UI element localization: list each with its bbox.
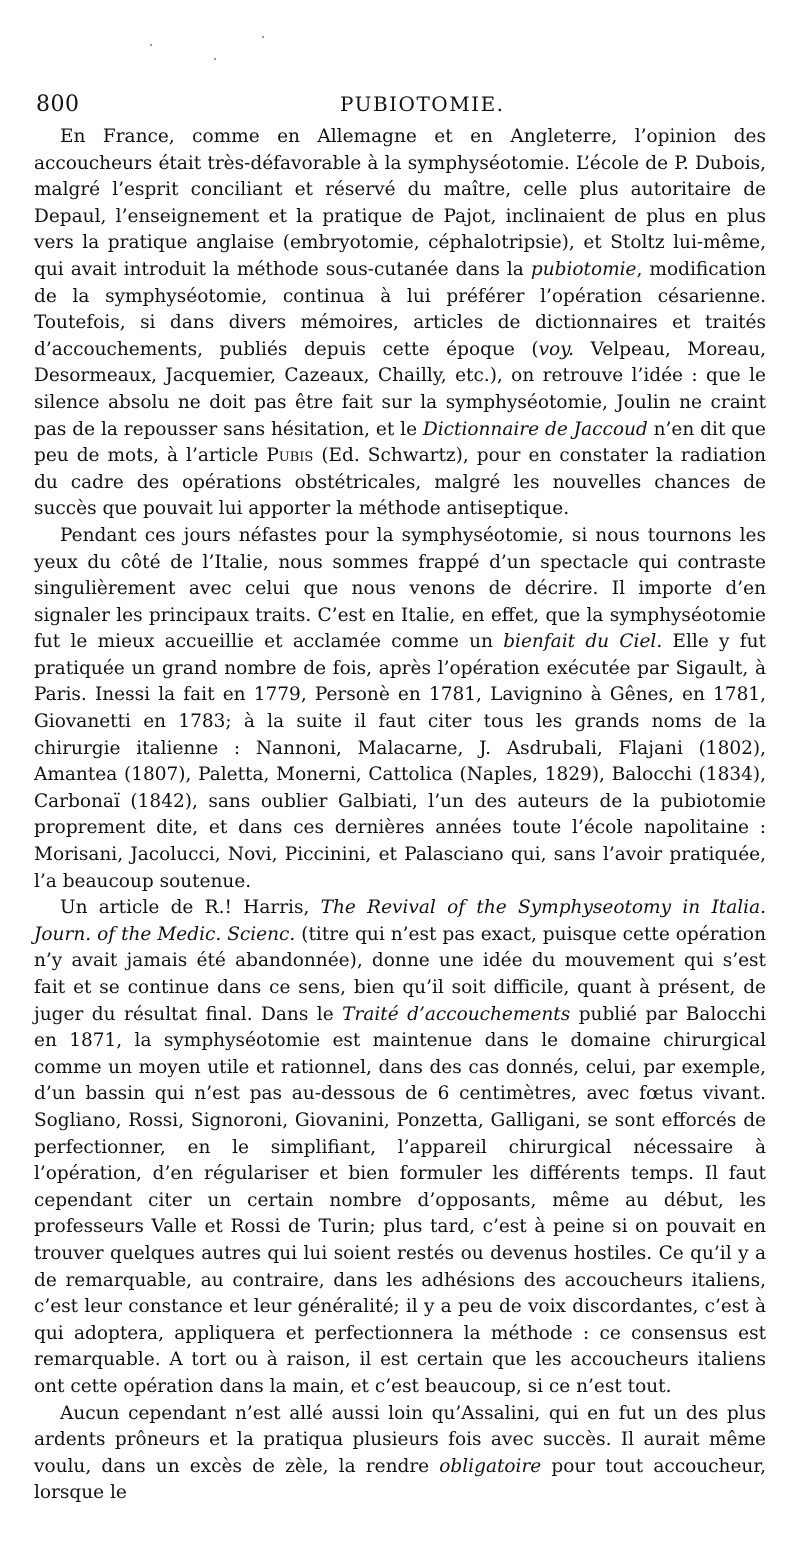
text-run: Velpeau, Moreau, Desormeaux, Jacquemier, Cazeaux, Chailly, etc.), on retrouve l’idée : que le silence absolu ne doit pas être fait sur la symphyséotomie, Joulin ne craint pas de la repousser sans hésitation, et le: [34, 338, 767, 440]
italic-text: pubiotomie: [530, 258, 637, 280]
page-number: 800: [36, 92, 80, 117]
text-run: pour tout accoucheur, lorsque le: [34, 1455, 767, 1504]
paragraph: [34, 1401, 766, 1507]
italic-text: The Revival of the Symphyseotomy in Italia. Journ. of the Medic. Scienc.: [34, 897, 767, 945]
italic-text: obligatoire: [439, 1455, 542, 1477]
body-text: [34, 124, 766, 1544]
italic-text: bienfait du Ciel: [503, 631, 657, 653]
text-run: En France, comme en Allemagne et en Angleterre, l’opinion des accoucheurs était très-défavorable à la symphyséotomie. L’école de P. Dubois, malgré l’esprit conciliant et réservé du maître, celle plus autoritaire de Depaul, l’enseignement et la pratique de Pajot, inclinaient de plus en plus vers la pratique anglaise (embryotomie, céphalotripsie), et Stoltz lui-même, qui avait introduit la méthode sous-cutanée dans la: [34, 126, 766, 280]
print-speck: [150, 44, 152, 46]
text-run: (titre qui n’est pas exact, puisque cette opération n’y avait jamais été abandonnée), donne une idée du mouvement qui s’est fait et se continue dans ce sens, bien qu’il soit difficile, quant à présent, de juger du résultat final. Dans le: [34, 923, 766, 1025]
text-run: , modification de la symphyséotomie, continua à lui préférer l’opération césarienne. Toutefois, si dans divers mémoires, articles de dictionnaires et traités d’accouchements, publiés depuis cette époque (: [34, 258, 766, 360]
paragraph: [34, 523, 766, 895]
text-run: Aucun cependant n’est allé aussi loin qu’Assalini, qui en fut un des plus ardents prôneurs et la pratiqua plusieurs fois avec succès. Il aurait même voulu, dans un excès de zèle, la rendre: [34, 1402, 766, 1477]
italic-text: Traité d’accouchements: [342, 1003, 571, 1025]
text-run: n’en dit que peu de mots, à l’article: [34, 418, 766, 467]
running-title: PUBIOTOMIE.: [340, 92, 505, 116]
print-speck: [262, 36, 264, 38]
text-run: . Elle y fut pratiquée un grand nombre de fois, après l’opération exécutée par Sigault, à Paris. Inessi la fait en 1779, Personè en 1781, Lavignino à Gênes, en 1781, Giovanetti en 1783; à la suite il faut citer tous les grands noms de la chirurgie italienne : Nannoni, Malacarne, J. Asdrubali, Flajani (1802), Amantea (1807), Paletta, Monerni, Cattolica (Naples, 1829), Balocchi (1834), Carbonaï (1842), sans oublier Galbiati, l’un des auteurs de la pubiotomie proprement dite, et dans ces dernières années toute l’école napolitaine : Morisani, Jacolucci, Novi, Piccinini, et Palasciano qui, sans l’avoir pratiquée, l’a beaucoup soutenue.: [34, 631, 766, 892]
print-speck: [214, 58, 216, 60]
italic-text: Dictionnaire de Jaccoud: [422, 418, 648, 440]
page-header: [36, 92, 766, 122]
text-run: publié par Balocchi en 1871, la symphyséotomie est maintenue dans le domaine chirurgical comme un moyen utile et rationnel, dans des cas donnés, celui, par exemple, d’un bassin qui n’est pas au-dessous de 6 centimètres, avec fœtus vivant. Sogliano, Rossi, Signoroni, Giovanini, Ponzetta, Galligani, se sont efforcés de perfectionner, en le simplifiant, l’appareil chirurgical nécessaire à l’opération, d’en régulariser et bien formuler les différents temps. Il faut cependant citer un certain nombre d’opposants, même au début, les professeurs Valle et Rossi de Turin; plus tard, c’est à peine si on pouvait en trouver quelques autres qui lui soient restés ou devenus hostiles. Ce qu’il y a de remarquable, au contraire, dans les adhésions des accoucheurs italiens, c’est leur constance et leur généralité; il y a peu de voix discordantes, c’est à qui adoptera, appliquera et perfectionnera la méthode : ce consensus est remarquable. A tort ou à raison, il est certain que les accoucheurs italiens ont cette opération dans la main, et c’est beaucoup, si ce n’est tout.: [34, 1003, 766, 1397]
text-run: (Ed. Schwartz), pour en constater la radiation du cadre des opérations obstétricales, malgré les nouvelles chances de succès que pouvait lui apporter la méthode antiseptique.: [34, 445, 766, 520]
italic-text: voy.: [538, 338, 575, 360]
paragraph: [34, 895, 766, 1400]
paragraph: [34, 124, 766, 523]
smallcaps-text: Pubis: [266, 445, 314, 467]
text-run: Pendant ces jours néfastes pour la symphyséotomie, si nous tournons les yeux du côté de l’Italie, nous sommes frappé d’un spectacle qui contraste singulièrement avec celui que nous venons de décrire. Il importe d’en signaler les principaux traits. C’est en Italie, en effet, que la symphyséotomie fut le mieux accueillie et acclamée comme un: [34, 524, 766, 653]
text-run: Un article de R.! Harris,: [60, 897, 321, 919]
